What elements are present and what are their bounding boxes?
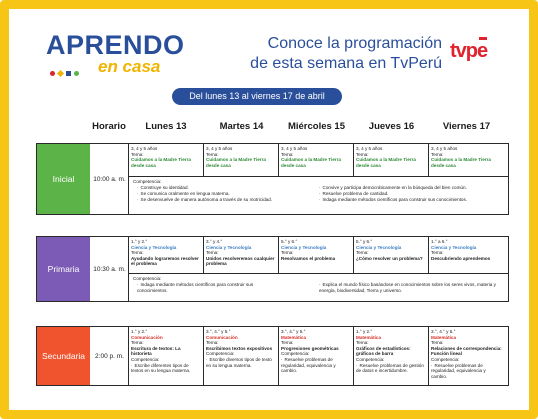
competencias-inicial: Competencia: · Construye su identidad. · Se comunica oralmente en lengua materna. · Se desenvuelve de manera autónoma a través de su motricidad. · Convive y participa democráticamente en la búsqueda del bien común. · Resuelve problema de cantidad. · Indaga mediante métodos científicos para construir sus conocimientos. bbox=[129, 176, 508, 214]
program-cell: 3, 4 y 5 años Tema: Cuidamos a la Madre Tierra desde casa bbox=[354, 144, 429, 176]
logo-shapes-icon bbox=[50, 63, 90, 73]
program-cell: 1.° y 2.° Matemática Tema: Gráficos de estadísticos: gráficos de barra Competencia: · Resuelve problemas de gestión de datos e incertidumbre. bbox=[354, 327, 429, 385]
column-header-miercoles: Miércoles 15 bbox=[287, 121, 346, 132]
competencias-primaria: Competencia: · Indaga mediante métodos científicos para construir sus conocimientos. · Explica el mundo físico basándose en conocimientos sobre los seres vivos, materia y energía, biodiversidad, Tierra y universo. bbox=[129, 273, 508, 301]
aprendo-en-casa-logo bbox=[46, 30, 185, 82]
level-label-primaria: Primaria bbox=[37, 237, 90, 301]
column-header-martes: Martes 14 bbox=[219, 121, 264, 132]
time-inicial: 10:00 a. m. bbox=[91, 144, 129, 214]
schedule-row-secundaria bbox=[36, 326, 509, 386]
schedule-row-primaria bbox=[36, 236, 509, 302]
headline-line-1: Conoce la programación bbox=[267, 35, 442, 52]
program-cell: 5.° y 6.° Ciencia y Tecnología Tema: ¿Cómo resolver un problema? bbox=[354, 237, 429, 273]
program-cell: 1.° y 2.° Ciencia y Tecnología Tema: Ayudando lograremos resolver el problema bbox=[129, 237, 204, 273]
column-header-jueves: Jueves 16 bbox=[368, 121, 415, 132]
program-cell: 3, 4 y 5 años Tema: Cuidamos a la Madre Tierra desde casa bbox=[129, 144, 204, 176]
program-cell: 5.° y 6.° Ciencia y Tecnología Tema: Resolvamos el problema bbox=[279, 237, 354, 273]
program-cell: 3.°, 4.° y 5.° Matemática Tema: Progresiones geométricas Competencia: · Resuelve problemas de regularidad, equivalencia y cambio. bbox=[279, 327, 354, 385]
column-header-horario: Horario bbox=[92, 121, 126, 132]
level-label-inicial: Inicial bbox=[37, 144, 90, 214]
program-cell: 1.° y 2.° Comunicación Tema: Escritura de textos: La historieta Competencia: · Escribe diferentes tipos de textos en su lengua materna. bbox=[129, 327, 204, 385]
program-cell: 3, 4 y 5 años Tema: Cuidamos a la Madre Tierra desde casa bbox=[204, 144, 279, 176]
level-label-secundaria: Secundaria bbox=[37, 327, 90, 385]
logo-title: APRENDO bbox=[46, 30, 185, 60]
program-cell: 3, 4 y 5 años Tema: Cuidamos a la Madre Tierra desde casa bbox=[279, 144, 354, 176]
tvperu-logo-text: tvpe bbox=[450, 40, 488, 62]
headline-line-2: de esta semana en TvPerú bbox=[250, 55, 442, 72]
column-header-lunes: Lunes 13 bbox=[145, 121, 187, 132]
time-primaria: 10:30 a. m. bbox=[91, 237, 129, 301]
program-cell: 1.° a 6.° Ciencia y Tecnología Tema: Descubriendo aprendemos bbox=[431, 239, 491, 261]
date-range-banner: Del lunes 13 al viernes 17 de abril bbox=[172, 88, 342, 105]
program-cell: 3, 4 y 5 años Tema: Cuidamos a la Madre Tierra desde casa bbox=[431, 146, 491, 168]
time-secundaria: 2:00 p. m. bbox=[91, 327, 129, 385]
schedule-row-inicial bbox=[36, 143, 509, 215]
program-cell: 3.° y 4.° Ciencia y Tecnología Tema: Unidos resolveremos cualquier problema bbox=[204, 237, 279, 273]
headline bbox=[222, 34, 442, 74]
program-cell: 3.°, 4.° y 5.° Comunicación Tema: Escribimos textos expositivos Competencia: · Escribe diversos tipos de texto en su lengua materna. bbox=[204, 327, 279, 385]
logo-subtitle: en casa bbox=[98, 57, 161, 76]
tvperu-logo bbox=[450, 40, 500, 66]
column-header-viernes: Viernes 17 bbox=[442, 121, 491, 132]
program-cell: 3.°, 4.° y 5.° Matemática Tema: Relaciones de correspondencia: Función lineal Competencia: · Resuelve problemas de regularidad, equivalencia y cambio. bbox=[429, 327, 504, 385]
